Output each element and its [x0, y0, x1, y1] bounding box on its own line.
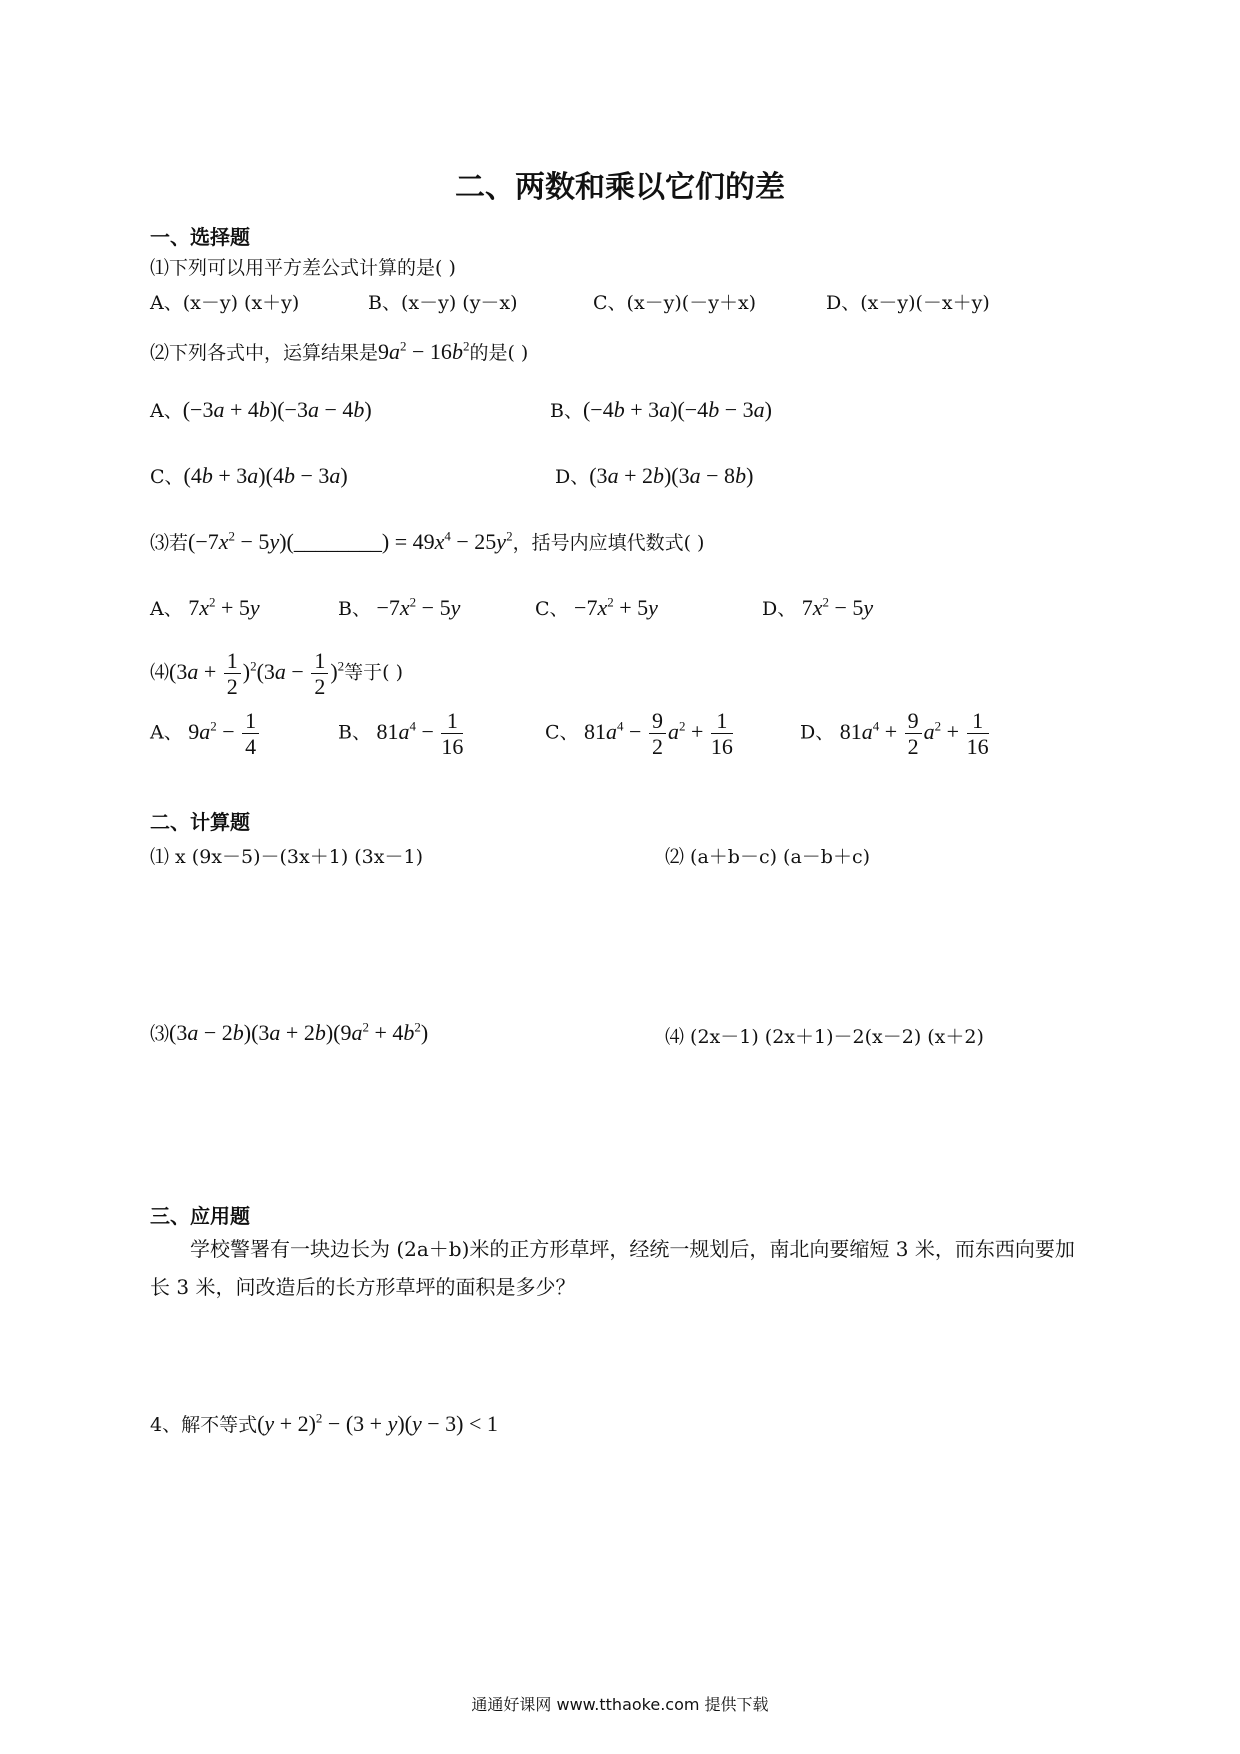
q3-option-d: D、 $7x^2 - 5y$	[762, 594, 874, 620]
q2-stem: ⑵下列各式中，运算结果是$9a^2 - 16b^2$的是( )	[150, 338, 529, 364]
page-title: 二、两数和乘以它们的差	[455, 170, 785, 205]
q3-stem: ⑶若($-7x^2$ − 5y)(________) = $49x^4 - 25y^2$，括号内应填代数式( )	[150, 528, 705, 554]
application-problem: 学校警署有一块边长为 (2a＋b)米的正方形草坪，经统一规划后，南北向要缩短 3 米，而东西向要加长 3 米，问改造后的长方形草坪的面积是多少？	[150, 1237, 1075, 1299]
q3-option-a: A、 $7x^2 + 5y$	[150, 594, 260, 620]
q4-option-c: C、 $81a^4$ − $\frac{9}{2}$ $a^2$ + $\frac{1}{16}$	[545, 708, 733, 759]
q2-option-d: D、(3a + 2b)(3a − 8b)	[555, 463, 754, 488]
q1-option-a: A、(x－y) (x＋y)	[150, 292, 300, 314]
q2-target-expression: $9a^2 - 16b^2$	[378, 338, 470, 364]
inequality-problem: 4、解不等式$(y + 2)^2 - (3 + y)(y - 3) < 1$	[150, 1410, 498, 1436]
q4-stem: ⑷(3a + $\frac{1}{2}$ )$^2$(3a − $\frac{1}{2}$ )$^2$等于( )	[150, 648, 404, 699]
q4-option-d: D、 $81a^4$ + $\frac{9}{2}$ $a^2$ + $\frac{1}{16}$	[800, 708, 989, 759]
q2-option-b: B、(−4b + 3a)(−4b − 3a)	[550, 397, 772, 422]
section-heading-application: 三、应用题	[150, 1204, 250, 1228]
calc-problem-3: ⑶(3a − $2b)(3a + 2b)(9a^2 + 4b^2)$	[150, 1019, 429, 1045]
q4-option-b: B、 $81a^4$ − $\frac{1}{16}$	[338, 708, 464, 759]
calc-problem-1: ⑴ x (9x－5)－(3x＋1) (3x－1)	[150, 846, 423, 868]
calc-problem-4: ⑷ (2x－1) (2x＋1)－2(x－2) (x＋2)	[665, 1026, 984, 1048]
q2-option-c: C、(4b + 3a)(4b − 3a)	[150, 463, 348, 488]
footer-credit: 通通好课网 www.tthaoke.com 提供下载	[471, 1695, 769, 1714]
q4-option-a: A、 $9a^2$ − $\frac{1}{4}$	[150, 708, 261, 759]
q3-option-b: B、 $-7x^2 - 5y$	[338, 594, 461, 620]
calc-problem-2: ⑵ (a＋b－c) (a－b＋c)	[665, 846, 870, 868]
q1-option-b: B、(x－y) (y－x)	[368, 292, 518, 314]
q3-option-c: C、 $-7x^2 + 5y$	[535, 594, 658, 620]
q2-option-a: A、(−3a + 4b)(−3a − 4b)	[150, 397, 372, 422]
section-heading-calculation: 二、计算题	[150, 810, 250, 834]
q1-option-d: D、(x－y)(－x＋y)	[826, 292, 990, 314]
q1-stem: ⑴下列可以用平方差公式计算的是( )	[150, 257, 456, 279]
section-heading-choice: 一、选择题	[150, 225, 250, 249]
q1-option-c: C、(x－y)(－y＋x)	[593, 292, 757, 314]
